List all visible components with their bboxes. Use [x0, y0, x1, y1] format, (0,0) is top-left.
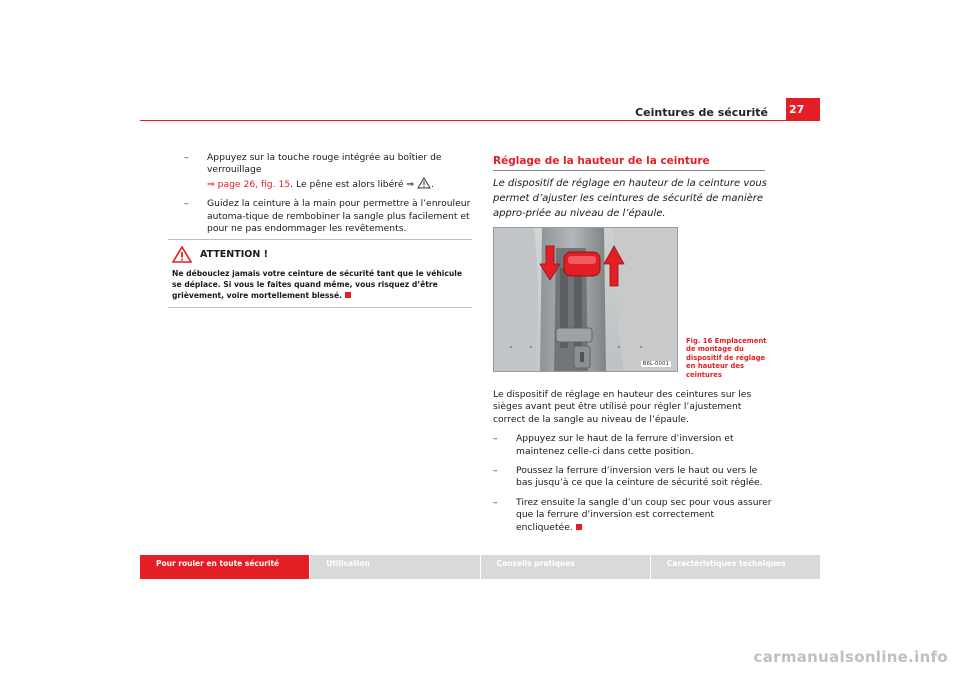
- warning-triangle-icon[interactable]: [417, 177, 431, 189]
- figure-belt-height-adjuster: [493, 227, 678, 372]
- step-text: Appuyez sur la touche rouge intégrée au boîtier de verrouillage: [207, 152, 442, 176]
- right-body: [493, 389, 773, 541]
- list-dash: –: [184, 198, 189, 210]
- list-item: [493, 433, 773, 458]
- list-dash: –: [184, 152, 189, 163]
- figure-code: B6L-0001: [642, 361, 669, 367]
- tab-conseils-pratiques[interactable]: Conseils pratiques: [480, 555, 650, 579]
- list-item: [493, 465, 773, 490]
- step-text: .: [431, 178, 434, 190]
- section-title: Réglage de la hauteur de la ceinture: [493, 155, 765, 171]
- page-header-title: Ceintures de sécurité: [635, 106, 768, 119]
- step-text: Tirez ensuite la sangle d’un coup sec pour vous assurer que la ferrure d’inversion est correctement encliquetée.: [516, 496, 772, 533]
- section-end-icon: [345, 292, 351, 298]
- tab-caracteristiques-techniques[interactable]: Caractéristiques techniques: [650, 555, 820, 579]
- list-dash: –: [493, 433, 498, 445]
- left-column: [184, 152, 472, 242]
- header-rule: [140, 120, 820, 121]
- step-text: Guidez la ceinture à la main pour permettre à l’enrouleur automa-tique de rembobiner la sangle plus facilement et pour ne pas endommager les revêtements.: [207, 198, 471, 235]
- list-item: [184, 152, 472, 191]
- watermark: carmanualsonline.info: [753, 648, 948, 666]
- list-dash: –: [493, 496, 498, 508]
- figure-caption: Fig. 16 Emplacement de montage du dispositif de réglage en hauteur des ceintures: [686, 337, 767, 379]
- page-number: 27: [786, 98, 820, 120]
- list-dash: –: [493, 465, 498, 477]
- attention-text: [172, 269, 472, 301]
- list-item: [493, 497, 773, 534]
- footer-nav: [140, 555, 820, 579]
- belt-adjuster-illustration: [494, 228, 678, 372]
- warning-triangle-icon: [172, 246, 192, 263]
- attention-header: [172, 246, 472, 263]
- attention-title: ATTENTION !: [200, 249, 268, 260]
- tab-utilisation[interactable]: Utilisation: [309, 555, 479, 579]
- section-end-icon: [576, 524, 582, 530]
- tab-pour-rouler[interactable]: Pour rouler en toute sécurité: [140, 555, 309, 579]
- list-item: [184, 198, 472, 235]
- step-text: Poussez la ferrure d’inversion vers le haut ou vers le bas jusqu’à ce que la ceinture de sécurité soit réglée.: [516, 465, 763, 489]
- attention-body-text: Ne débouclez jamais votre ceinture de sécurité tant que le véhicule se déplace. Si vous le faites quand même, vous risquez d’être grièvement, voire mortellement blessé.: [172, 269, 463, 300]
- section-intro: Le dispositif de réglage en hauteur de la ceinture vous permet d’ajuster les ceintures de sécurité de manière appro-priée au niveau de l’épaule.: [493, 178, 767, 219]
- paragraph: Le dispositif de réglage en hauteur des ceintures sur les sièges avant peut être utilisé pour régler l’ajustement correct de la sangle au niveau de l’épaule.: [493, 389, 752, 425]
- step-text: . Le pêne est alors libéré ⇒: [290, 178, 415, 190]
- page-link[interactable]: ⇒ page 26, fig. 15: [207, 178, 291, 190]
- attention-box: [168, 239, 472, 308]
- step-text: Appuyez sur le haut de la ferrure d’inversion et maintenez celle-ci dans cette position.: [516, 433, 734, 457]
